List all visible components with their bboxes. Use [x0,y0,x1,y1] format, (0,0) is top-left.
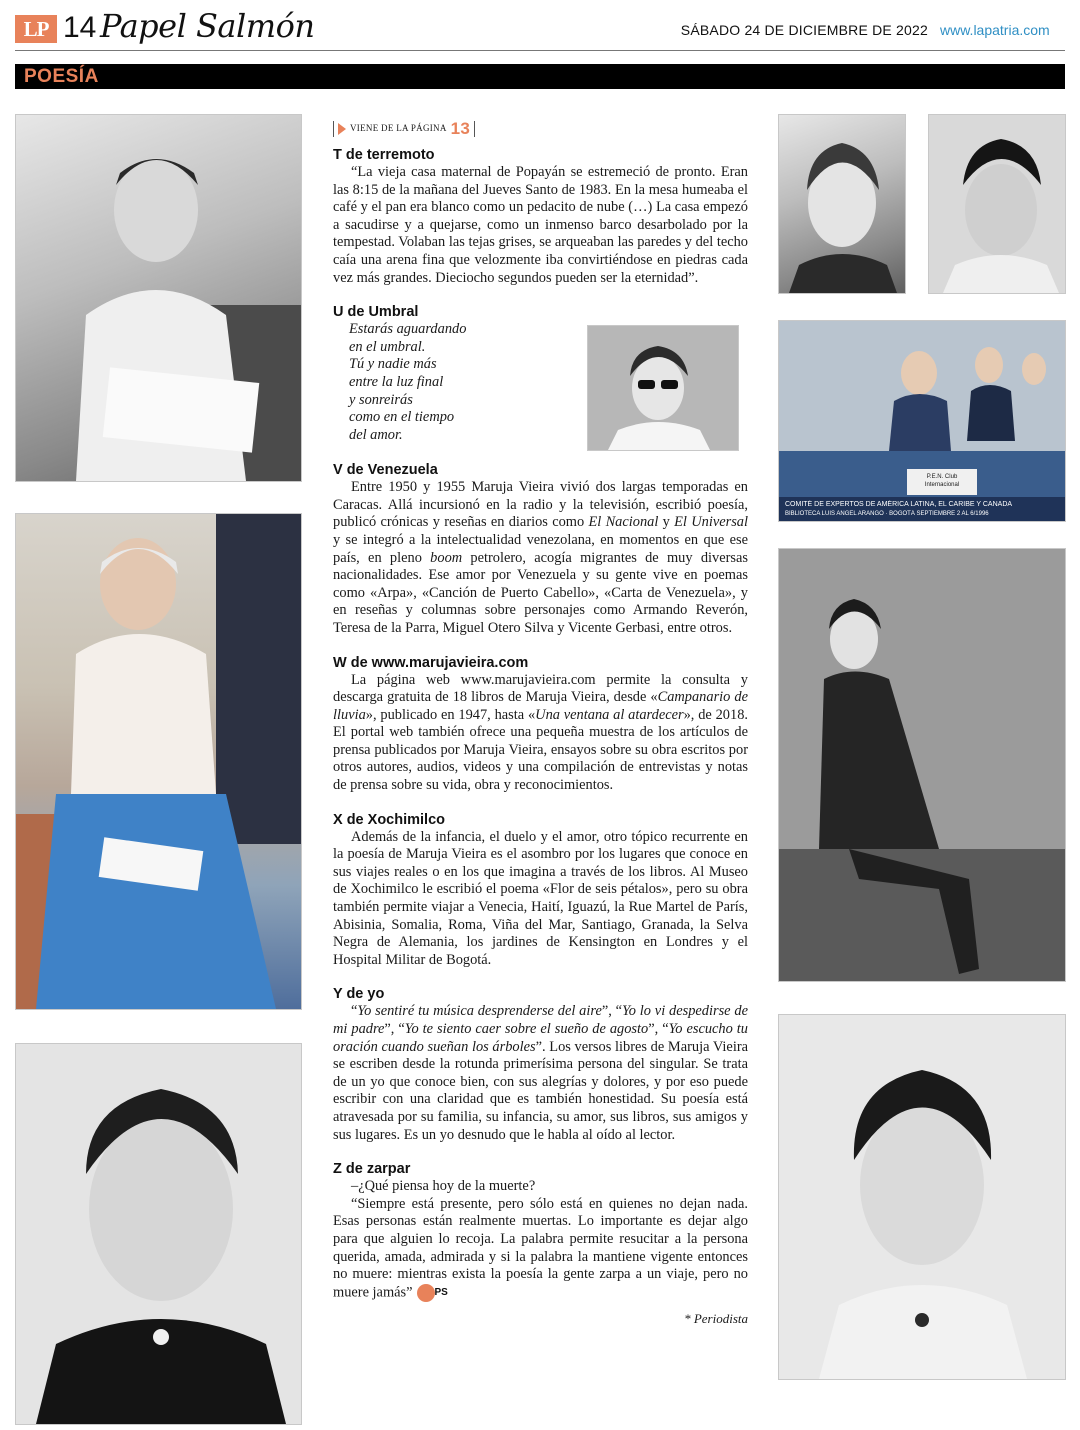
text-run: “Siempre está presente, pero sólo está en quienes no dejan nada. Esas personas están realmente muertas. Lo importante es dejar algo para que alguien lo recoja. La palabra permite resucitar a la persona querida, amada, admirada y si la palabra la mantiene vigente entonces no muere: mientras exista la poesía la gente zarpa a un viaje, pero no muere jamás” [333,1195,748,1301]
continued-page: 13 [450,119,471,139]
section-w-heading: W de www.marujavieira.com [333,654,529,671]
text-run: Entre 1950 y 1955 Maruja Vieira vivió dos largas temporadas en Caracas. Allá incursionó en la radio y la televisión, escribió poesía, publicó crónicas y reseñas en diarios como [333,479,748,531]
photo-woman-portrait-white-collar [778,1014,1066,1380]
poem-line: y sonreirás [349,391,413,408]
verse-quote: Yo escucho tu oración cuando sueñan los árboles [333,1021,748,1055]
photo-woman-seated-illustration [16,514,301,1009]
section-name: Papel Salmón [100,7,315,45]
masthead-rule [15,50,1065,51]
poem-line: del amor. [349,426,403,443]
text-run: ”, “ [601,1003,623,1020]
book-title: Una ventana al atardecer [535,706,684,723]
poem-line: en el umbral. [349,338,426,355]
meeting-banner-line-2: BIBLIOTECA LUIS ANGEL ARANGO · BOGOTÁ SEPTIEMBRE 2 AL 6/1996 [785,511,989,517]
photo-woman-reading-illustration [16,115,301,481]
photo-portrait-illustration [16,1044,301,1424]
marker-rule-end [474,121,475,137]
photo-woman-sitting-outdoors [778,548,1066,982]
section-t [333,146,748,287]
text-run: ”, “ [648,1021,669,1037]
continue-arrow-icon [338,123,346,135]
interview-question: –¿Qué piensa hoy de la muerte? [351,1178,536,1195]
pen-club-sign: P.E.N. Club Internacional [924,474,960,488]
section-bar [15,64,1065,89]
section-t-text: “La vieja casa maternal de Popayán se estremeció de pronto. Eran las 8:15 de la mañana del Jueves Santo de 1983. En la mesa humeaba el café y el pan era blanco como un pedacito de nube (…) La casa empezó a sacudirse y a quejarse, como un inmenso barco desarbolado por la tempestad. Volaban las tejas grises, se arqueaban las paredes y del techo caía una arena fina que velozmente iba convirtiéndose en piedras cada vez más grandes. Dieciocho segundos pueden ser la eternidad”. [333,164,748,286]
photo-sunglasses-illustration [588,326,738,450]
photo-woman-seated-blue-skirt [15,513,302,1010]
photo-woman-portrait-dark-collar [15,1043,302,1425]
photo-young-woman-illustration [779,115,905,293]
text-run: », de 2018. El portal web también ofrece una pequeña muestra de los artículos de prensa publicados por Maruja Vieira, ensayos sobre su obra escritos por otros autores, audios, videos y una compilación de entrevistas y notas de prensa sobre su vida, obra y reconocimientos. [333,706,748,794]
end-mark-icon: PS [417,1284,435,1302]
meeting-banner-line-1: COMITÉ DE EXPERTOS DE AMÉRICA LATINA, EL CARIBE Y CANADA [785,501,1013,508]
text-run: y [658,514,675,531]
section-v-heading: V de Venezuela [333,462,438,479]
continued-from-marker [333,118,748,140]
text-run: », publicado en 1947, hasta « [365,706,536,723]
photo-woman-looking-down [928,114,1066,294]
text-run: La página web www.marujavieira.com permite la consulta y descarga gratuita de 18 libros de Maruja Vieira, desde « [333,671,748,706]
section-y-text [333,1003,748,1144]
verse-quote: Yo sentiré tu música desprenderse del aire [357,1003,602,1020]
section-v [333,461,748,637]
newspaper-title: El Universal [674,514,748,531]
poem-line: entre la luz final [349,373,444,390]
poem-line: Estarás aguardando [349,321,467,338]
photo-woman-sunglasses [587,325,739,451]
article-body [333,118,748,1327]
section-w-text [333,672,748,795]
section-v-text [333,479,748,637]
section-label: POESÍA [24,66,99,87]
poem-line: Tú y nadie más [349,356,437,373]
publication-date: SÁBADO 24 DE DICIEMBRE DE 2022 [680,22,928,38]
section-w [333,654,748,795]
text-run: ”, “ [384,1021,405,1037]
section-y [333,985,748,1144]
section-z [333,1160,748,1302]
continued-text: VIENE DE LA PÁGINA [350,123,447,134]
text-run: y se integró a la intelectualidad venezolana, en momentos en que ese país, en pleno [333,531,748,566]
section-y-heading: Y de yo [333,986,385,1003]
section-x [333,811,748,970]
poem-line: como en el tiempo [349,409,455,426]
photo-woman-reading [15,114,302,482]
byline: * Periodista [684,1310,748,1326]
lp-logo-badge: LP [15,15,57,43]
marker-rule [333,121,334,137]
newspaper-title: El Nacional [588,514,659,531]
photo-woman-looking-down-illustration [929,115,1065,293]
verse-quote: Yo te siento caer sobre el sueño de agosto [404,1021,649,1037]
text-run: ”. Los versos libres de Maruja Vieira se escriben desde la rotunda primerísima persona del singular. Se trata de un yo que conoce bien, con sus alegrías y dolores, y por eso puede escribir con una claridad que es también honestidad. Su poesía está atravesada por su familia, su infancia, su amor, sus libros, sus amigos y sus lugares. Es un yo desnudo que le habla al oído al lector. [333,1038,748,1143]
section-x-heading: X de Xochimilco [333,811,445,828]
interview-answer [333,1196,748,1302]
photo-portrait-white-collar-illustration [779,1015,1065,1379]
section-x-text: Además de la infancia, el duelo y el amor, otro tópico recurrente en la poesía de Maruja Vieira es el asombro por los lugares que conoce en sus viajes reales o en los que imagina a través de los libros. Al Museo de Xochimilco le escribió el poema «Flor de seis pétalos», pero su obra también permite viajar a Venecia, Haití, Iguazú, la Rue Martel de París, Abisinia, Somalia, Roma, Viña del Mar, Santiago, Granada, la Selva Negra de Alemania, los jardines de Kensington en Londres y el Hospital Militar de Bogotá. [333,828,748,968]
verse-quote: Yo lo vi despedirse de mi padre [333,1003,748,1037]
section-t-heading: T de terremoto [333,147,435,163]
text-run: petrolero, acogía migrantes de muy diversas nacionalidades. Ese amor por Venezuela y su gente vive en poemas como «Arpa», «Canción de Puerto Cabello», «Carta de Venezuela», y en reseñas y columnas sobre personajes como Armando Reverón, Teresa de la Parra, Miguel Otero Silva y Vicente Gerbasi, entre otros. [333,549,748,636]
text-run: “ [351,1003,358,1020]
book-title: Campanario de lluvia [333,689,748,723]
photo-meeting-illustration [779,321,1065,521]
site-url-link[interactable]: www.lapatria.com [940,22,1050,38]
section-z-heading: Z de zarpar [333,1161,411,1178]
section-u-heading: U de Umbral [333,304,419,321]
photo-woman-outdoors-illustration [779,549,1065,981]
emphasis: boom [430,549,463,566]
section-u [333,303,748,445]
page-number: 14 [63,11,97,44]
umbral-poem [333,321,748,445]
photo-young-woman-smiling [778,114,906,294]
photo-pen-club-meeting [778,320,1066,522]
